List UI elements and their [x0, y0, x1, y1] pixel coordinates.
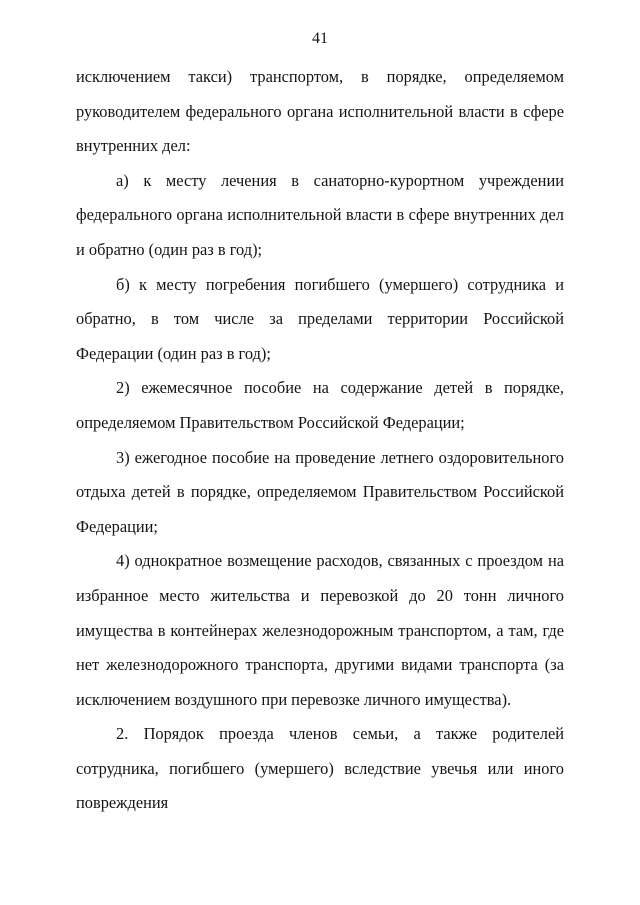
paragraph-item-b: б) к месту погребения погибшего (умершего) сотрудника и обратно, в том числе за пределами территории Российской Федерации (один раз в год);: [76, 274, 564, 363]
paragraph-section-2: 2. Порядок проезда членов семьи, а также родителей сотрудника, погибшего (умершего) вследствие увечья или иного повреждения: [76, 724, 564, 813]
paragraph-continuation: исключением такси) транспортом, в порядке, определяемом руководителем федерального органа исполнительной власти в сфере внутренних дел:: [76, 67, 564, 156]
paragraph-item-2: 2) ежемесячное пособие на содержание детей в порядке, определяемом Правительством Российской Федерации;: [76, 378, 564, 432]
document-body: [76, 60, 564, 821]
paragraph-item-3: 3) ежегодное пособие на проведение летнего оздоровительного отдыха детей в порядке, определяемом Правительством Российской Федерации;: [76, 447, 564, 536]
page-number: 41: [312, 30, 328, 47]
paragraph-item-4: 4) однократное возмещение расходов, связанных с проездом на избранное место жительства и перевозкой до 20 тонн личного имущества в контейнерах железнодорожным транспортом, а там, где нет железнодорожного транспорта, другими видами транспорта (за исключением воздушного при перевозке личного имущества).: [76, 551, 564, 709]
paragraph-item-a: а) к месту лечения в санаторно-курортном учреждении федерального органа исполнительной власти в сфере внутренних дел и обратно (один раз в год);: [76, 170, 564, 259]
